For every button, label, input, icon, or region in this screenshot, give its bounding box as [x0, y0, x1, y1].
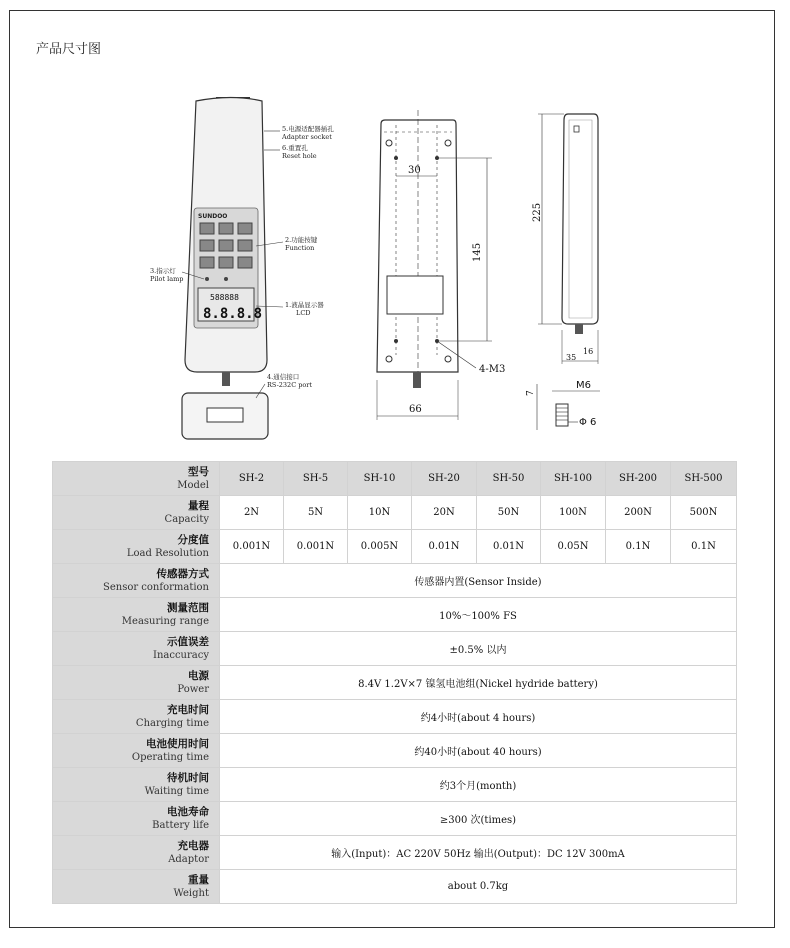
key-6	[200, 257, 214, 268]
function-label-en: Function	[285, 244, 315, 252]
row-header-en: Waiting time	[144, 785, 209, 797]
table-row	[53, 462, 737, 496]
lcd-label-zh: 1.液晶显示器	[285, 301, 324, 309]
table-row	[53, 598, 737, 632]
stud-detail	[526, 380, 600, 430]
reset-hole-label-zh: 6.重置孔	[282, 144, 308, 152]
table-row	[53, 870, 737, 904]
battery-cover	[387, 276, 443, 314]
row-header	[53, 598, 220, 632]
table-cell: 10N	[348, 496, 412, 530]
table-cell-span: 传感器内置(Sensor Inside)	[220, 564, 737, 598]
dim-66: 66	[409, 404, 422, 415]
table-cell-span: 8.4V 1.2V×7 镍氢电池组(Nickel hydride battery)	[220, 666, 737, 700]
reset-hole-label-en: Reset hole	[282, 152, 317, 160]
table-cell: 0.1N	[671, 530, 737, 564]
pilot-lamp-dot	[224, 277, 228, 281]
table-row	[53, 530, 737, 564]
back-view	[377, 110, 505, 420]
pilot-lamp-label-zh: 3.指示灯	[150, 267, 176, 275]
function-label-zh: 2.功能按键	[285, 236, 318, 244]
row-header-zh: 充电时间	[167, 703, 209, 716]
row-header-zh: 分度值	[177, 533, 209, 546]
pilot-lamp-dot	[205, 277, 209, 281]
hook-stud	[222, 372, 230, 386]
table-cell: 2N	[220, 496, 284, 530]
port-label-zh: 4.通信接口	[267, 373, 300, 381]
row-header-en: Battery life	[152, 819, 209, 831]
dimension-drawing	[0, 0, 790, 460]
table-cell: 0.01N	[412, 530, 477, 564]
row-header-en: Power	[177, 683, 209, 695]
row-header-en: Capacity	[164, 513, 209, 525]
row-header	[53, 870, 220, 904]
table-cell: 0.05N	[541, 530, 606, 564]
dim-16: 16	[583, 347, 594, 356]
specification-table	[52, 461, 737, 904]
row-header-zh: 测量范围	[167, 601, 209, 614]
rs232-connector	[207, 408, 243, 422]
table-row	[53, 666, 737, 700]
table-row	[53, 496, 737, 530]
row-header	[53, 530, 220, 564]
row-header-zh: 电池使用时间	[146, 737, 209, 750]
row-header-zh: 电源	[188, 669, 209, 682]
row-header	[53, 666, 220, 700]
dim-phi6: Φ 6	[579, 417, 597, 428]
table-row	[53, 802, 737, 836]
key-5	[238, 240, 252, 251]
table-cell: SH-2	[220, 462, 284, 496]
table-cell: 200N	[606, 496, 671, 530]
key-1	[200, 223, 214, 234]
row-header-en: Inaccuracy	[153, 649, 209, 661]
table-cell: SH-20	[412, 462, 477, 496]
pilot-lamp-label-en: Pilot lamp	[150, 275, 184, 283]
table-cell: 100N	[541, 496, 606, 530]
row-header-en: Charging time	[135, 717, 209, 729]
table-cell-span: 约3个月(month)	[220, 768, 737, 802]
table-cell-span: ±0.5% 以内	[220, 632, 737, 666]
table-cell-span: 约4小时(about 4 hours)	[220, 700, 737, 734]
row-header-en: Weight	[173, 887, 209, 899]
row-header	[53, 700, 220, 734]
adapter-socket-label-en: Adapter socket	[282, 133, 332, 141]
table-row	[53, 768, 737, 802]
table-cell-span: about 0.7kg	[220, 870, 737, 904]
key-7	[238, 257, 252, 268]
dim-4m3: 4-M3	[479, 364, 506, 375]
lcd-top-readout: 588888	[210, 293, 239, 302]
row-header-zh: 传感器方式	[156, 567, 209, 580]
table-row	[53, 700, 737, 734]
brand-label: SUNDOO	[198, 213, 228, 220]
table-row	[53, 564, 737, 598]
table-cell: 5N	[284, 496, 348, 530]
table-cell-span: 10%～100% FS	[220, 598, 737, 632]
row-header	[53, 632, 220, 666]
table-cell: SH-500	[671, 462, 737, 496]
row-header-zh: 量程	[188, 499, 209, 512]
lcd-main-readout: 8.8.8.8	[203, 306, 263, 322]
row-header	[53, 564, 220, 598]
dim-m6: M6	[576, 380, 591, 391]
table-cell-span: 约40小时(about 40 hours)	[220, 734, 737, 768]
key-up	[219, 240, 233, 251]
table-cell: SH-200	[606, 462, 671, 496]
table-cell: SH-10	[348, 462, 412, 496]
row-header	[53, 802, 220, 836]
row-header-en: Measuring range	[121, 615, 209, 627]
dim-30: 30	[408, 165, 421, 176]
row-header	[53, 734, 220, 768]
table-row	[53, 836, 737, 870]
table-cell: 0.001N	[284, 530, 348, 564]
table-cell: 0.01N	[477, 530, 541, 564]
key-down	[219, 257, 233, 268]
front-view	[182, 97, 268, 439]
adapter-socket-label-zh: 5.电源适配器插孔	[282, 125, 334, 133]
page-title: 产品尺寸图	[36, 42, 102, 57]
table-cell: SH-100	[541, 462, 606, 496]
table-cell: 0.001N	[220, 530, 284, 564]
row-header-en: Adaptor	[168, 853, 209, 865]
side-view	[532, 114, 598, 364]
dim-145: 145	[472, 242, 483, 262]
row-header-zh: 电池寿命	[167, 805, 209, 818]
port-label-en: RS-232C port	[267, 381, 313, 389]
key-4	[200, 240, 214, 251]
table-cell: SH-50	[477, 462, 541, 496]
row-header	[53, 768, 220, 802]
row-header-zh: 重量	[188, 873, 209, 886]
table-cell: SH-5	[284, 462, 348, 496]
row-header-en: Sensor conformation	[102, 581, 209, 593]
row-header	[53, 836, 220, 870]
row-header-zh: 充电器	[177, 839, 209, 852]
table-cell-span: ≥300 次(times)	[220, 802, 737, 836]
row-header-zh: 示值误差	[167, 635, 209, 648]
table-cell: 20N	[412, 496, 477, 530]
row-header-en: Load Resolution	[126, 547, 209, 559]
table-cell: 0.1N	[606, 530, 671, 564]
table-cell-span: 输入(Input)：AC 220V 50Hz 输出(Output)：DC 12V 300mA	[220, 836, 737, 870]
key-3	[238, 223, 252, 234]
table-row	[53, 632, 737, 666]
dim-35: 35	[566, 353, 577, 362]
table-cell: 0.005N	[348, 530, 412, 564]
table-row	[53, 734, 737, 768]
row-header-zh: 待机时间	[167, 771, 209, 784]
row-header-en: Model	[177, 479, 209, 491]
row-header	[53, 462, 220, 496]
lcd-label-en: LCD	[296, 309, 311, 317]
row-header	[53, 496, 220, 530]
table-cell: 500N	[671, 496, 737, 530]
side-body	[562, 114, 598, 324]
row-header-en: Operating time	[131, 751, 209, 763]
row-header-zh: 型号	[188, 465, 209, 478]
table-cell: 50N	[477, 496, 541, 530]
dim-7: 7	[526, 390, 536, 396]
dim-225: 225	[532, 202, 543, 222]
key-2	[219, 223, 233, 234]
